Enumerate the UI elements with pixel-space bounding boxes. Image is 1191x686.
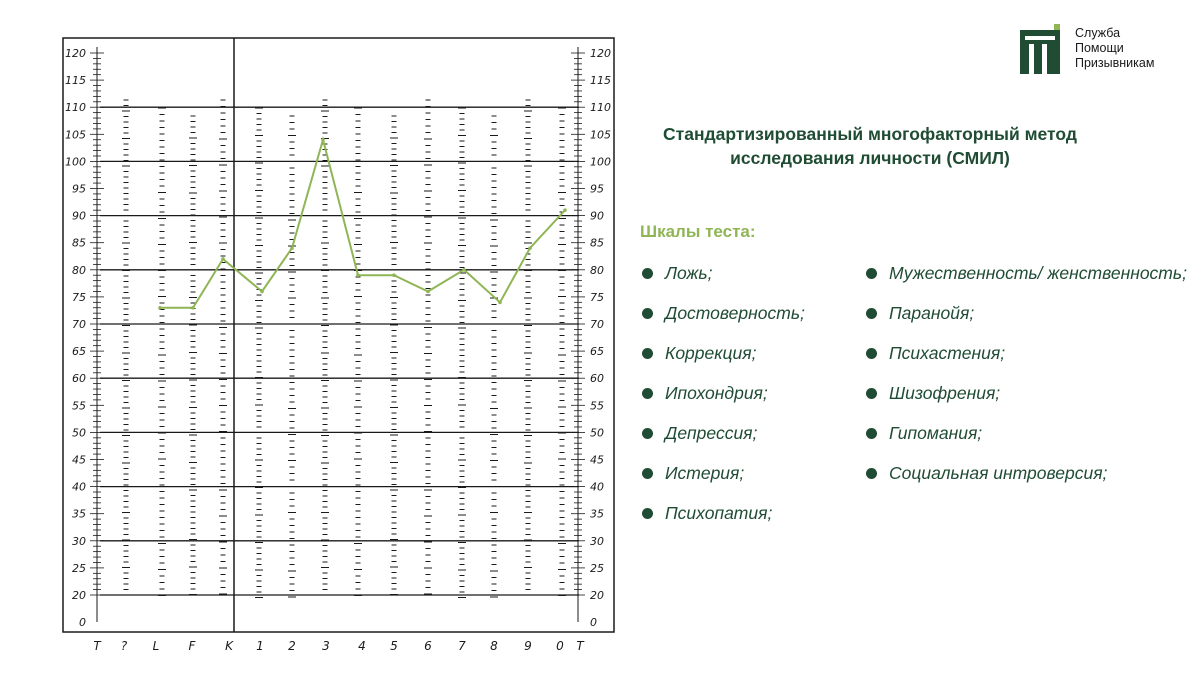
y-tick-label-right: 35 bbox=[590, 507, 604, 521]
y-tick-label-left: 40 bbox=[72, 480, 86, 494]
y-tick-label-left: 70 bbox=[72, 318, 86, 331]
scale-item: Психастения; bbox=[864, 342, 1187, 364]
x-axis-label: F bbox=[188, 639, 196, 653]
scale-item: Паранойя; bbox=[864, 302, 1187, 324]
y-tick-label-left: 115 bbox=[65, 74, 86, 88]
x-axis-label: 1 bbox=[256, 639, 264, 653]
y-tick-label-right: 75 bbox=[590, 290, 604, 304]
x-axis-label: 8 bbox=[490, 639, 498, 653]
y-tick-label-right: 100 bbox=[590, 155, 611, 169]
y-tick-label-left: 75 bbox=[72, 290, 86, 304]
y-tick-label-left: 25 bbox=[72, 561, 86, 575]
x-axis-label: 4 bbox=[358, 639, 366, 653]
y-tick-label-right: 20 bbox=[590, 589, 604, 602]
x-axis-label: 5 bbox=[390, 639, 398, 653]
scales-heading: Шкалы теста: bbox=[640, 222, 756, 241]
y-tick-label-left: 65 bbox=[72, 345, 86, 359]
scale-item: Шизофрения; bbox=[864, 382, 1187, 404]
y-axis-ticks bbox=[90, 47, 585, 622]
y-tick-label-right: 25 bbox=[590, 561, 604, 575]
x-axis-label: L bbox=[152, 639, 160, 653]
y-tick-label-left: 85 bbox=[72, 236, 86, 250]
page-title bbox=[620, 122, 1120, 170]
x-axis-label: 2 bbox=[288, 639, 296, 653]
scale-item: Коррекция; bbox=[640, 342, 805, 382]
y-tick-label-right: 50 bbox=[590, 426, 604, 440]
x-axis-label: 9 bbox=[524, 639, 532, 653]
logo-line-1: Служба bbox=[1075, 26, 1121, 40]
y-tick-label-left: 90 bbox=[72, 209, 86, 223]
x-axis-label: 3 bbox=[322, 639, 330, 653]
title-line-2: исследования личности (СМИЛ) bbox=[730, 148, 1010, 168]
y-tick-label-left: 120 bbox=[65, 47, 86, 60]
y-tick-label-left: 80 bbox=[72, 263, 86, 277]
scale-item: Истерия; bbox=[640, 462, 805, 502]
scale-item: Депрессия; bbox=[640, 422, 805, 462]
scale-columns bbox=[122, 100, 566, 598]
y-tick-label-right: 80 bbox=[590, 263, 604, 277]
y-tick-label-left: 0 bbox=[79, 616, 86, 629]
y-tick-label-right: 120 bbox=[590, 47, 611, 60]
y-tick-label-left: 95 bbox=[72, 182, 86, 196]
x-axis-label: T bbox=[576, 639, 584, 653]
scales-list-left bbox=[640, 262, 805, 542]
y-tick-label-right: 110 bbox=[590, 101, 611, 115]
y-tick-label-left: 45 bbox=[72, 453, 86, 467]
scale-item: Ложь; bbox=[640, 262, 805, 302]
x-axis-label: 0 bbox=[556, 639, 564, 653]
y-tick-label-left: 105 bbox=[65, 128, 86, 142]
chart-frame bbox=[63, 38, 614, 632]
y-tick-label-left: 110 bbox=[65, 101, 86, 115]
chart-grid bbox=[63, 38, 614, 632]
x-axis-label: T bbox=[93, 639, 101, 653]
y-tick-label-right: 85 bbox=[590, 236, 604, 250]
y-tick-label-right: 95 bbox=[590, 182, 604, 196]
logo-text bbox=[1075, 26, 1154, 71]
y-tick-label-left: 50 bbox=[72, 426, 86, 440]
y-tick-label-right: 70 bbox=[590, 318, 604, 331]
y-tick-label-right: 115 bbox=[590, 74, 611, 88]
scale-item: Социальная интроверсия; bbox=[864, 462, 1187, 484]
y-tick-label-right: 65 bbox=[590, 345, 604, 359]
y-tick-label-right: 30 bbox=[590, 534, 604, 548]
y-tick-label-left: 100 bbox=[65, 155, 86, 169]
x-axis-label: K bbox=[225, 639, 233, 653]
scales-list-right bbox=[864, 262, 1187, 502]
scale-item: Мужественность/ женственность; bbox=[864, 262, 1187, 284]
scale-item: Психопатия; bbox=[640, 502, 805, 542]
title-line-1: Стандартизированный многофакторный метод bbox=[663, 124, 1077, 144]
y-tick-label-right: 60 bbox=[590, 372, 604, 386]
scale-item: Гипомания; bbox=[864, 422, 1187, 444]
logo-line-2: Помощи bbox=[1075, 41, 1124, 55]
y-tick-label-right: 0 bbox=[590, 616, 597, 629]
y-tick-label-left: 35 bbox=[72, 507, 86, 521]
y-tick-label-left: 55 bbox=[72, 399, 86, 413]
logo-line-3: Призывникам bbox=[1075, 56, 1155, 70]
scale-item: Ипохондрия; bbox=[640, 382, 805, 422]
y-tick-label-right: 105 bbox=[590, 128, 611, 142]
y-tick-label-right: 90 bbox=[590, 209, 604, 223]
scale-item: Достоверность; bbox=[640, 302, 805, 342]
y-tick-label-left: 60 bbox=[72, 372, 86, 386]
y-tick-label-left: 20 bbox=[72, 589, 86, 602]
x-axis-label: 7 bbox=[458, 639, 466, 653]
y-tick-label-right: 55 bbox=[590, 399, 604, 413]
y-tick-label-right: 40 bbox=[590, 480, 604, 494]
x-axis-label: ? bbox=[120, 639, 128, 653]
y-tick-label-right: 45 bbox=[590, 453, 604, 467]
y-tick-label-left: 30 bbox=[72, 534, 86, 548]
x-axis-label: 6 bbox=[424, 639, 432, 653]
